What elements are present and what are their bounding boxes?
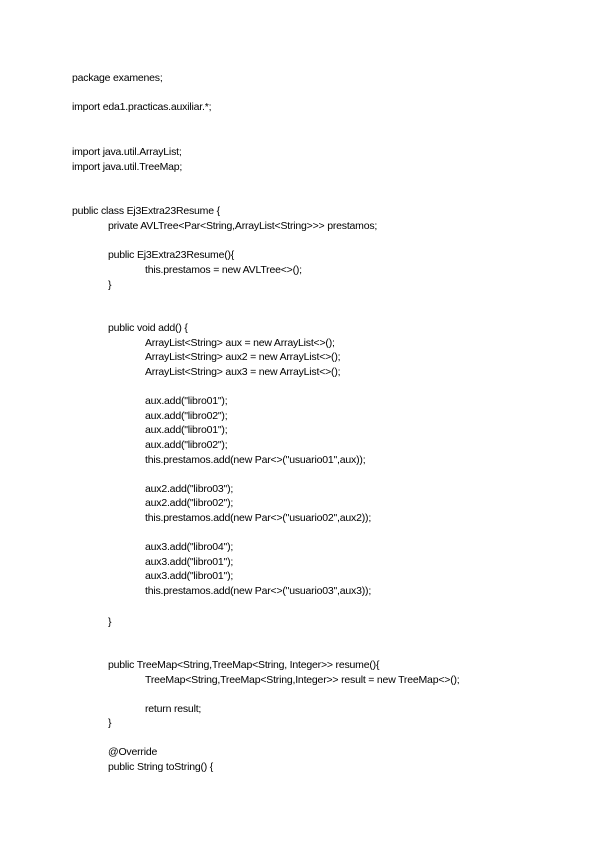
code-line-add-method: public void add() { <box>108 322 188 334</box>
code-line-aux3-add: aux3.add("libro01"); <box>145 570 234 582</box>
code-line-import-auxiliar: import eda1.practicas.auxiliar.*; <box>72 101 212 113</box>
code-line-prestamos-add-usuario01: this.prestamos.add(new Par<>("usuario01",aux)); <box>145 454 366 466</box>
code-line-constructor-close: } <box>108 279 112 291</box>
code-line-constructor: public Ej3Extra23Resume(){ <box>108 249 235 261</box>
code-line-aux-declaration: ArrayList<String> aux = new ArrayList<>(); <box>145 337 335 349</box>
code-line-aux3-add: aux3.add("libro01"); <box>145 556 234 568</box>
code-line-resume-method: public TreeMap<String,TreeMap<String, Integer>> resume(){ <box>108 659 380 671</box>
code-line-resume-close: } <box>108 717 112 729</box>
code-line-import-arraylist: import java.util.ArrayList; <box>72 146 182 158</box>
code-line-aux2-declaration: ArrayList<String> aux2 = new ArrayList<>(); <box>145 351 341 363</box>
code-line-import-treemap: import java.util.TreeMap; <box>72 161 183 173</box>
code-line-override-annotation: @Override <box>108 746 158 758</box>
code-line-aux-add: aux.add("libro01"); <box>145 424 228 436</box>
code-line-prestamos-add-usuario02: this.prestamos.add(new Par<>("usuario02",aux2)); <box>145 512 372 524</box>
code-line-aux2-add: aux2.add("libro02"); <box>145 497 234 509</box>
code-line-prestamos-add-usuario03: this.prestamos.add(new Par<>("usuario03",aux3)); <box>145 585 372 597</box>
code-line-result-declaration: TreeMap<String,TreeMap<String,Integer>> result = new TreeMap<>(); <box>145 674 460 686</box>
code-line-aux-add: aux.add("libro02"); <box>145 410 228 422</box>
code-line-aux3-declaration: ArrayList<String> aux3 = new ArrayList<>(); <box>145 366 341 378</box>
code-line-aux-add: aux.add("libro01"); <box>145 395 228 407</box>
code-line-constructor-body: this.prestamos = new AVLTree<>(); <box>145 264 302 276</box>
code-line-class-declaration: public class Ej3Extra23Resume { <box>72 205 220 217</box>
code-line-return-result: return result; <box>145 703 202 715</box>
code-line-package: package examenes; <box>72 72 163 84</box>
code-line-aux-add: aux.add("libro02"); <box>145 439 228 451</box>
code-line-tostring-method: public String toString() { <box>108 761 214 773</box>
code-line-field-prestamos: private AVLTree<Par<String,ArrayList<String>>> prestamos; <box>108 220 378 232</box>
code-line-aux2-add: aux2.add("libro03"); <box>145 483 234 495</box>
code-line-aux3-add: aux3.add("libro04"); <box>145 541 234 553</box>
code-line-add-close: } <box>108 616 112 628</box>
